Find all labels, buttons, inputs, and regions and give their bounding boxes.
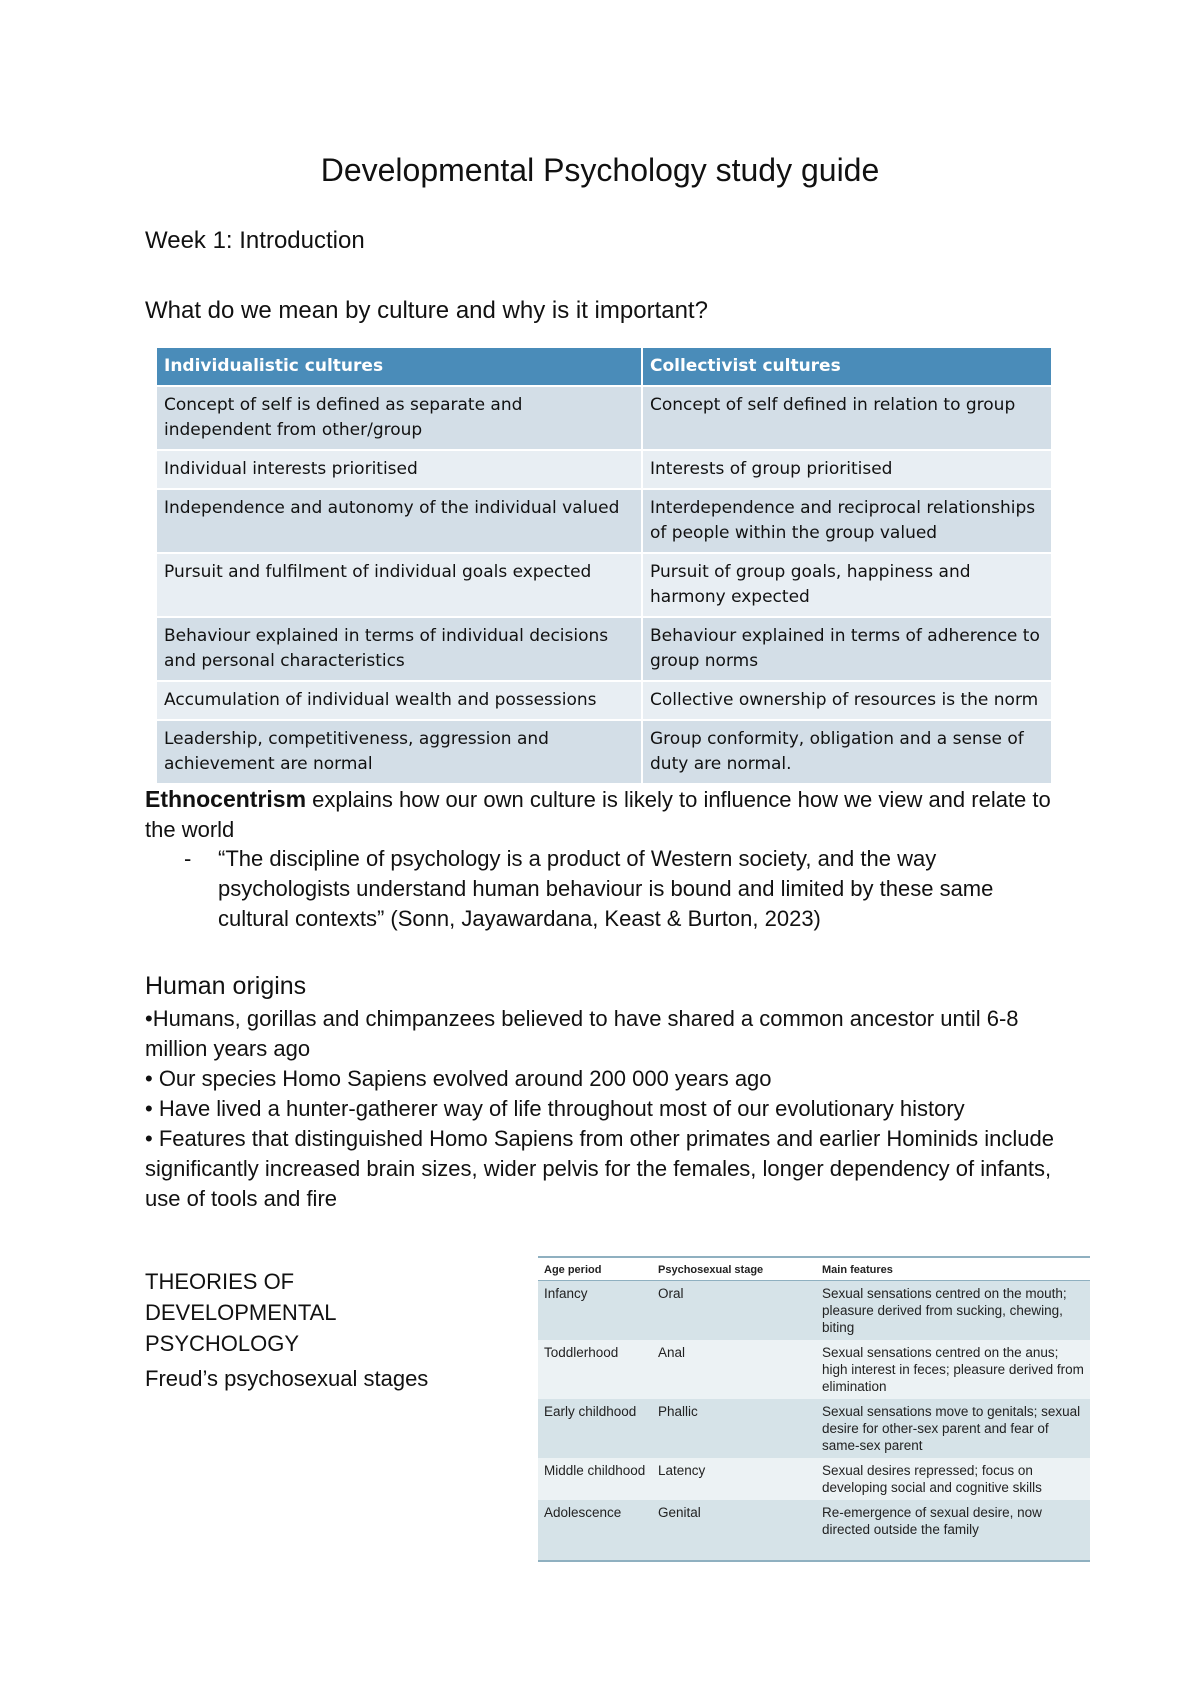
table-cell: Anal bbox=[652, 1340, 816, 1399]
table-row bbox=[538, 1340, 1090, 1399]
list-item: • Features that distinguished Homo Sapiens from other primates and earlier Hominids include significantly increased brain sizes, wider pelvis for the females, longer dependency of infants, use of tools and fire bbox=[145, 1126, 1054, 1211]
dash-bullet: - bbox=[184, 846, 192, 871]
human-origins-list bbox=[145, 1004, 1065, 1214]
table-cell: Phallic bbox=[652, 1399, 816, 1458]
table-cell: Sexual desires repressed; focus on developing social and cognitive skills bbox=[816, 1458, 1090, 1500]
table-cell: Sexual sensations move to genitals; sexual desire for other-sex parent and fear of same-sex parent bbox=[816, 1399, 1090, 1458]
table-cell: Collective ownership of resources is the norm bbox=[642, 681, 1052, 720]
table-cell: Toddlerhood bbox=[538, 1340, 652, 1399]
table-header-features: Main features bbox=[816, 1257, 1090, 1281]
table-row bbox=[157, 386, 1052, 450]
table-cell: Interests of group prioritised bbox=[642, 450, 1052, 489]
freud-stages-table bbox=[538, 1256, 1090, 1562]
table-cell: Early childhood bbox=[538, 1399, 652, 1458]
list-item: • Have lived a hunter-gatherer way of life throughout most of our evolutionary history bbox=[145, 1096, 965, 1121]
table-row bbox=[538, 1500, 1090, 1561]
table-row bbox=[157, 617, 1052, 681]
table-header-row bbox=[157, 348, 1052, 386]
table-cell: Adolescence bbox=[538, 1500, 652, 1561]
table-cell: Individual interests prioritised bbox=[157, 450, 642, 489]
table-row bbox=[538, 1281, 1090, 1341]
table-row bbox=[538, 1458, 1090, 1500]
table-cell: Concept of self is defined as separate and independent from other/group bbox=[157, 386, 642, 450]
quote-list-item bbox=[184, 844, 1044, 934]
ethnocentrism-text: explains how our own culture is likely to influence how we view and relate to the world bbox=[145, 787, 1051, 842]
table-cell: Behaviour explained in terms of individual decisions and personal characteristics bbox=[157, 617, 642, 681]
ethnocentrism-paragraph bbox=[145, 784, 1065, 845]
table-cell: Leadership, competitiveness, aggression and achievement are normal bbox=[157, 720, 642, 784]
table-cell: Oral bbox=[652, 1281, 816, 1341]
table-cell: Pursuit and fulfilment of individual goals expected bbox=[157, 553, 642, 617]
list-item: •Humans, gorillas and chimpanzees believed to have shared a common ancestor until 6-8 million years ago bbox=[145, 1006, 1019, 1061]
freud-stages-label: Freud’s psychosexual stages bbox=[145, 1366, 429, 1391]
table-header-stage: Psychosexual stage bbox=[652, 1257, 816, 1281]
human-origins-heading: Human origins bbox=[145, 972, 307, 1000]
table-cell: Latency bbox=[652, 1458, 816, 1500]
table-header-individualistic: Individualistic cultures bbox=[157, 348, 642, 386]
table-cell: Independence and autonomy of the individual valued bbox=[157, 489, 642, 553]
table-cell: Genital bbox=[652, 1500, 816, 1561]
table-cell: Re-emergence of sexual desire, now directed outside the family bbox=[816, 1500, 1090, 1561]
table-cell: Sexual sensations centred on the anus; high interest in feces; pleasure derived from elimination bbox=[816, 1340, 1090, 1399]
table-cell: Interdependence and reciprocal relationships of people within the group valued bbox=[642, 489, 1052, 553]
table-row bbox=[538, 1399, 1090, 1458]
table-header-age: Age period bbox=[538, 1257, 652, 1281]
week-heading: Week 1: Introduction bbox=[145, 227, 365, 254]
psychology-quote: “The discipline of psychology is a product of Western society, and the way psychologists understand human behaviour is bound and limited by these same cultural contexts” (Sonn, Jayawardana, Keast & Burton, 2023) bbox=[218, 846, 994, 931]
table-cell: Pursuit of group goals, happiness and harmony expected bbox=[642, 553, 1052, 617]
table-row bbox=[157, 681, 1052, 720]
table-cell: Sexual sensations centred on the mouth; pleasure derived from sucking, chewing, biting bbox=[816, 1281, 1090, 1341]
ethnocentrism-term: Ethnocentrism bbox=[145, 786, 307, 812]
table-cell: Accumulation of individual wealth and possessions bbox=[157, 681, 642, 720]
table-header-row bbox=[538, 1257, 1090, 1281]
list-item: • Our species Homo Sapiens evolved around 200 000 years ago bbox=[145, 1066, 772, 1091]
page-title: Developmental Psychology study guide bbox=[320, 152, 880, 188]
table-row bbox=[157, 489, 1052, 553]
table-row bbox=[157, 553, 1052, 617]
theories-heading: THEORIES OF DEVELOPMENTAL PSYCHOLOGY bbox=[145, 1269, 336, 1356]
table-cell: Group conformity, obligation and a sense of duty are normal. bbox=[642, 720, 1052, 784]
section-question: What do we mean by culture and why is it important? bbox=[145, 297, 708, 324]
table-cell: Middle childhood bbox=[538, 1458, 652, 1500]
table-cell: Concept of self defined in relation to group bbox=[642, 386, 1052, 450]
table-row bbox=[157, 720, 1052, 784]
culture-comparison-table bbox=[157, 348, 1053, 785]
table-cell: Infancy bbox=[538, 1281, 652, 1341]
table-cell: Behaviour explained in terms of adherence to group norms bbox=[642, 617, 1052, 681]
table-header-collectivist: Collectivist cultures bbox=[642, 348, 1052, 386]
table-row bbox=[157, 450, 1052, 489]
